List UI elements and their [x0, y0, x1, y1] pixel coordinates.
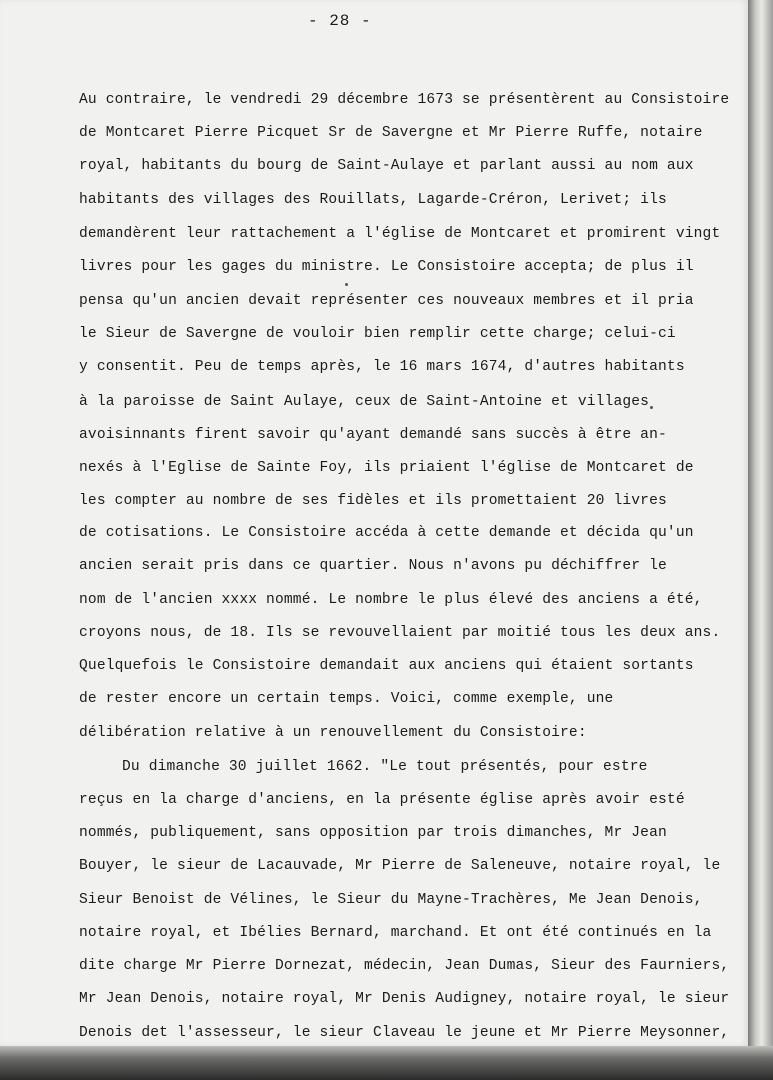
text-line: avoisinnants firent savoir qu'ayant demandé sans succès à être an- — [79, 427, 667, 443]
text-line: les compter au nombre de ses fidèles et ils promettaient 20 livres — [79, 493, 667, 509]
text-line-paragraph-start: Du dimanche 30 juillet 1662. "Le tout présentés, pour estre — [122, 759, 648, 775]
text-line: Au contraire, le vendredi 29 décembre 1673 se présentèrent au Consistoire — [79, 92, 730, 108]
text-line: royal, habitants du bourg de Saint-Aulaye et parlant aussi au nom aux — [79, 158, 694, 174]
text-line: le Sieur de Savergne de vouloir bien remplir cette charge; celui-ci — [79, 326, 676, 342]
text-line: de Montcaret Pierre Picquet Sr de Savergne et Mr Pierre Ruffe, notaire — [79, 125, 703, 141]
text-line: Sieur Benoist de Vélines, le Sieur du Mayne-Trachères, Me Jean Denois, — [79, 892, 703, 908]
text-line: de cotisations. Le Consistoire accéda à cette demande et décida qu'un — [79, 525, 694, 541]
text-line: notaire royal, et Ibélies Bernard, marchand. Et ont été continués en la — [79, 925, 712, 941]
paper-speck — [345, 283, 348, 286]
text-line: Quelquefois le Consistoire demandait aux anciens qui étaient sortants — [79, 658, 694, 674]
page-number: - 28 - — [308, 12, 372, 30]
text-line: habitants des villages des Rouillats, Lagarde-Créron, Lerivet; ils — [79, 192, 667, 208]
text-line: Bouyer, le sieur de Lacauvade, Mr Pierre de Saleneuve, notaire royal, le — [79, 858, 721, 874]
text-line: Denois det l'assesseur, le sieur Claveau le jeune et Mr Pierre Meysonner, — [79, 1025, 730, 1041]
text-line: délibération relative à un renouvellement du Consistoire: — [79, 725, 587, 741]
text-line: ancien serait pris dans ce quartier. Nous n'avons pu déchiffrer le — [79, 558, 667, 574]
text-line: reçus en la charge d'anciens, en la présente église après avoir esté — [79, 792, 685, 808]
page-edge-right — [748, 0, 773, 1080]
page-edge-bottom — [0, 1046, 773, 1080]
paper-speck — [650, 406, 653, 409]
text-line: à la paroisse de Saint Aulaye, ceux de Saint-Antoine et villages — [79, 394, 650, 410]
text-line: pensa qu'un ancien devait représenter ces nouveaux membres et il pria — [79, 293, 694, 309]
text-line: y consentit. Peu de temps après, le 16 mars 1674, d'autres habitants — [79, 359, 685, 375]
text-line: nom de l'ancien xxxx nommé. Le nombre le plus élevé des anciens a été, — [79, 592, 703, 608]
text-line: demandèrent leur rattachement a l'église de Montcaret et promirent vingt — [79, 226, 721, 242]
text-line: dite charge Mr Pierre Dornezat, médecin, Jean Dumas, Sieur des Faurniers, — [79, 958, 730, 974]
text-line: croyons nous, de 18. Ils se revouvellaient par moitié tous les deux ans. — [79, 625, 721, 641]
text-line: nexés à l'Eglise de Sainte Foy, ils priaient l'église de Montcaret de — [79, 460, 694, 476]
text-line: de rester encore un certain temps. Voici, comme exemple, une — [79, 691, 614, 707]
text-line: nommés, publiquement, sans opposition par trois dimanches, Mr Jean — [79, 825, 667, 841]
text-line: Mr Jean Denois, notaire royal, Mr Denis Audigney, notaire royal, le sieur — [79, 991, 730, 1007]
text-line: livres pour les gages du ministre. Le Consistoire accepta; de plus il — [79, 259, 694, 275]
